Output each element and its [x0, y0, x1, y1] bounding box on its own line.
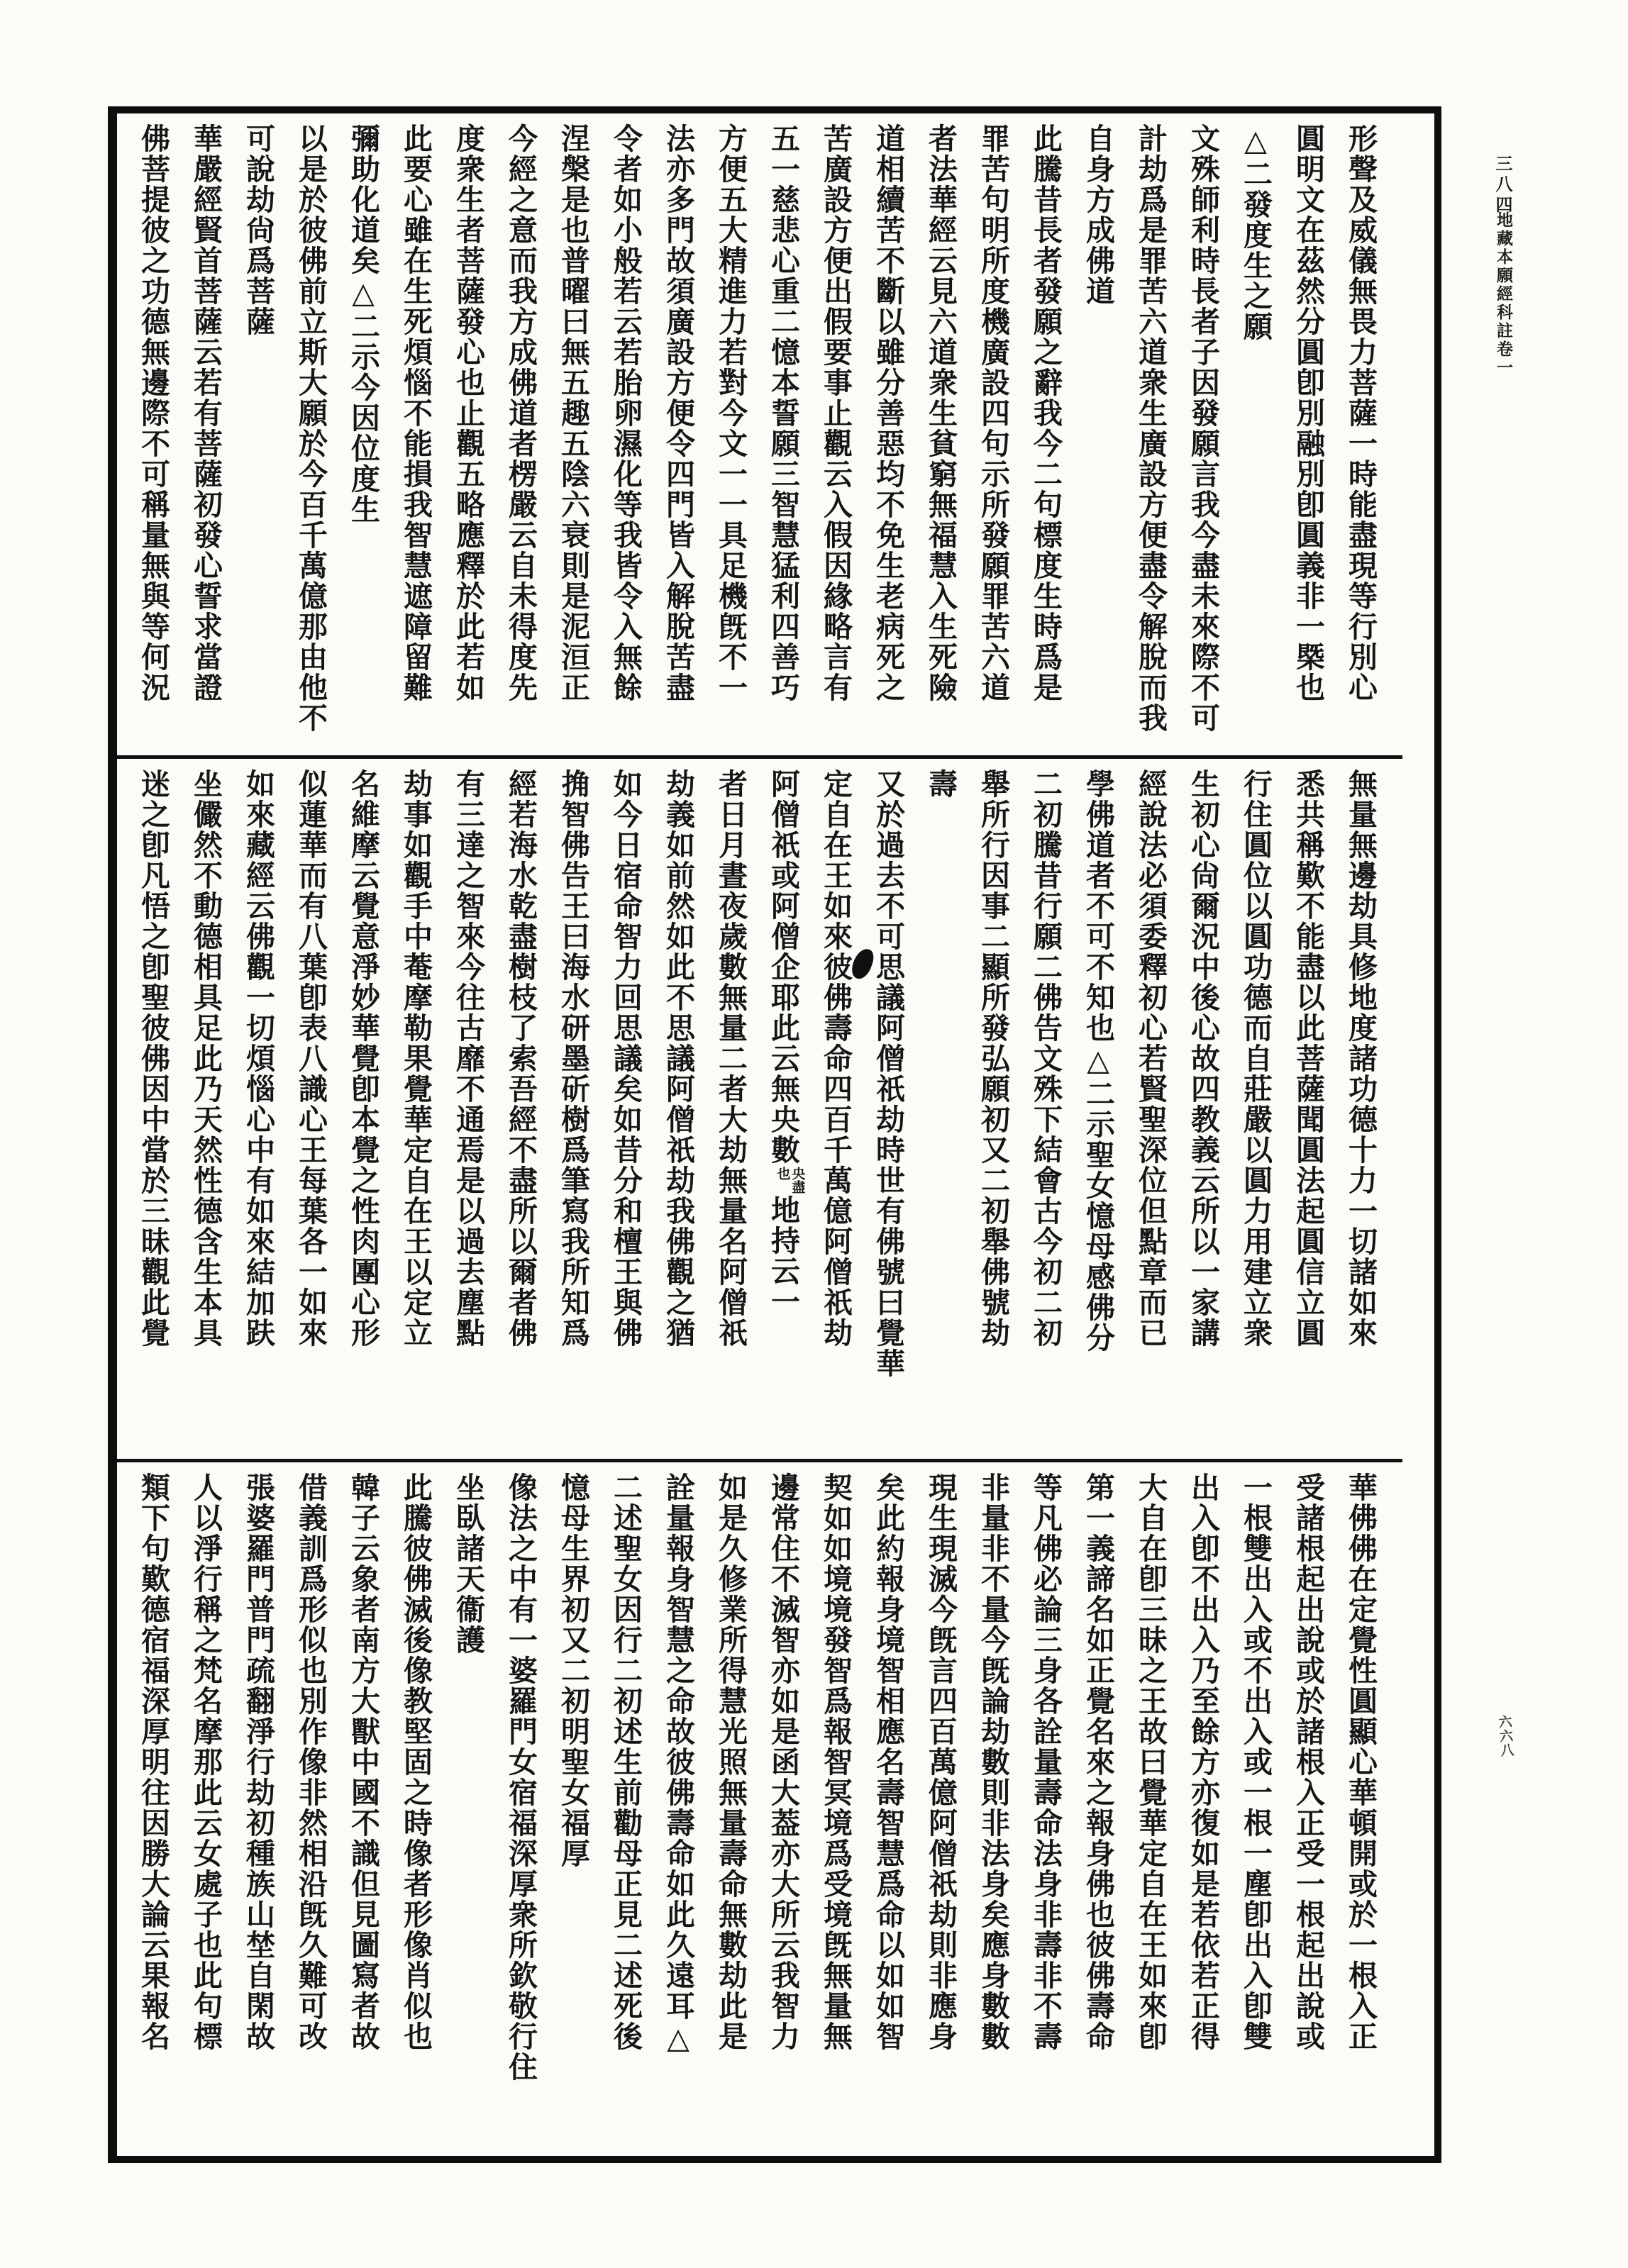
text-column: 自身方成佛道: [1082, 123, 1114, 306]
interlinear-gloss: 央盡 也: [775, 1167, 805, 1194]
text-column: 如今日宿命智力回思議矣如昔分和檀王與佛: [609, 769, 642, 1348]
text-column: 可說劫尙爲菩薩: [242, 123, 275, 337]
text-column: 今經之意而我方成佛道者楞嚴云自未得度先: [504, 123, 537, 703]
text-column: 非量非不量今旣論劫數則非法身矣應身數數: [977, 1472, 1009, 2052]
text-column: 韓子云象者南方大獸中國不識但見圖寫者故: [347, 1472, 380, 2052]
text-column: 此要心雖在生死煩惱不能損我智慧遮障留難: [399, 123, 432, 703]
text-column: 第一義諦名如正覺名來之報身佛也彼佛壽命: [1082, 1472, 1114, 2052]
text-column: 契如如境境發智爲報智冥境爲受境旣無量無: [819, 1472, 852, 2052]
text-column: 張婆羅門普門疏翻淨行劫初種族山埜自閑故: [242, 1472, 275, 2052]
text-column: 此騰昔長者發願之辭我今二句標度生時爲是: [1029, 123, 1062, 703]
text-column: 華嚴經賢首菩薩云若有菩薩初發心誓求當證: [189, 123, 222, 703]
text-column: 二述聖女因行二初述生前勸母正見二述死後: [609, 1472, 642, 2052]
text-column: 定自在王如來彼佛壽命四百千萬億阿僧祇劫: [819, 769, 852, 1348]
text-column: 者日月晝夜歲數無量二者大劫無量名阿僧祇: [714, 769, 747, 1348]
text-column: 人以淨行稱之梵名摩那此云女處子也此句標: [189, 1472, 222, 2052]
text-column: 無量無邊劫具修地度諸功德十力一切諸如來: [1344, 769, 1377, 1348]
text-column: 壽: [924, 769, 957, 799]
text-column: 受諸根起出說或於諸根入正受一根起出說或: [1292, 1472, 1324, 2052]
text-column: 邊常住不滅智亦如是函大葢亦大所云我智力: [767, 1472, 799, 2052]
running-title: 地藏本願經科註卷一: [1495, 211, 1512, 377]
text-column: 如來藏經云佛觀一切煩惱心中有如來結加趺: [242, 769, 275, 1348]
text-column: 出入卽不出入乃至餘方亦復如是若依若正得: [1187, 1472, 1219, 2052]
text-column: 圓明文在茲然分圓卽別融別卽圓義非一槩也: [1292, 123, 1324, 703]
text-column: 生初心尙爾況中後心故四教義云所以一家講: [1187, 769, 1219, 1348]
text-column: 者法華經云見六道衆生貧窮無福慧入生死險: [924, 123, 957, 703]
text-band-middle: [117, 755, 1402, 1459]
text-column: 學佛道者不可不知也△二示聖女憶母感佛分: [1082, 769, 1114, 1353]
text-column: 佛菩提彼之功德無邊際不可稱量無與等何況: [137, 123, 170, 703]
text-column: 形聲及威儀無畏力菩薩一時能盡現等行別心: [1344, 123, 1377, 703]
text-column: 迷之卽凡悟之卽聖彼佛因中當於三昧觀此覺: [137, 769, 170, 1348]
text-band-top: [117, 113, 1402, 755]
text-column: 劫義如前然如此不思議阿僧祇劫我佛觀之猶: [662, 769, 694, 1348]
text-band-bottom: [117, 1459, 1402, 2164]
text-column: 苦廣設方便出假要事止觀云入假因緣略言有: [819, 123, 852, 703]
text-column: 二初騰昔行願二佛告文殊下結會古今初二初: [1029, 769, 1062, 1348]
text-column: 像法之中有一婆羅門女宿福深厚衆所欽敬行住: [504, 1472, 537, 2082]
text-column: 捔智佛告王曰海水研墨斫樹爲筆寫我所知爲: [557, 769, 589, 1348]
text-column: 如是久修業所得慧光照無量壽命無數劫此是: [714, 1472, 747, 2052]
text-column: 名維摩云覺意淨妙華覺卽本覺之性肉團心形: [347, 769, 380, 1348]
text-column: 等凡佛必論三身各詮量壽命法身非壽非不壽: [1029, 1472, 1062, 2052]
text-column: 經說法必須委釋初心若賢聖深位但點章而已: [1134, 769, 1167, 1348]
text-column: △二發度生之願: [1239, 123, 1272, 342]
text-column: 借義訓爲形似也別作像非然相沿旣久難可改: [294, 1472, 327, 2052]
text-column: 舉所行因事二顯所發弘願初又二初舉佛號劫: [977, 769, 1009, 1348]
text-column: 行住圓位以圓功德而自莊嚴以圓力用建立衆: [1239, 769, 1272, 1348]
text-column: 彌助化道矣△二示今因位度生: [347, 123, 380, 525]
text-column: 度衆生者菩薩發心也止觀五略應釋於此若如: [452, 123, 484, 703]
text-column: 道相續苦不斷以雖分善惡均不免生老病死之: [872, 123, 904, 703]
text-column: 類下句歎德宿福深厚明往因勝大論云果報名: [137, 1472, 170, 2052]
text-column: 詮量報身智慧之命故彼佛壽命如此久遠耳△: [662, 1472, 694, 2057]
text-column: 令者如小般若云若胎卵濕化等我皆令入無餘: [609, 123, 642, 703]
text-column: 經若海水乾盡樹枝了索吾經不盡所以爾者佛: [504, 769, 537, 1348]
text-column: 華佛佛在定覺性圓顯心華頓開或於一根入正: [1344, 1472, 1377, 2052]
text-column: 方便五大精進力若對今文一一具足機旣不一: [714, 123, 747, 703]
text-column: 劫事如觀手中菴摩勒果覺華定自在王以定立: [399, 769, 432, 1348]
text-column: 大自在卽三昧之王故曰覺華定自在王如來卽: [1134, 1472, 1167, 2052]
content-frame: [108, 106, 1441, 2163]
text-column: 憶母生界初又二初明聖女福厚: [557, 1472, 589, 1869]
text-column: 涅槃是也普曜曰無五趣五陰六衰則是泥洹正: [557, 123, 589, 703]
text-column: 計劫爲是罪苦六道衆生廣設方便盡令解脫而我: [1134, 123, 1167, 733]
text-column: 一根雙出入或不出入或一根一塵卽出入卽雙: [1239, 1472, 1272, 2052]
text-column: 罪苦句明所度機廣設四句示所發願罪苦六道: [977, 123, 1009, 703]
text-column: 五一慈悲心重二憶本誓願三智慧猛利四善巧: [767, 123, 799, 703]
text-column: 悉共稱歎不能盡以此菩薩聞圓法起圓信立圓: [1292, 769, 1324, 1348]
text-column: 現生現滅今旣言四百萬億阿僧祇劫則非應身: [924, 1472, 957, 2052]
text-column: 阿僧祇或阿僧企耶此云無央數 央盡 也 地持云一: [767, 769, 805, 1317]
text-column: 文殊師利時長者子因發願言我今盡未來際不可: [1187, 123, 1219, 733]
text-column: 以是於彼佛前立斯大願於今百千萬億那由他不: [294, 123, 327, 733]
book-folio-number: 三八四: [1493, 155, 1511, 216]
text-column: 法亦多門故須廣設方便令四門皆入解脫苦盡: [662, 123, 694, 703]
text-column: 坐臥諸天衞護: [452, 1472, 484, 1655]
text-column: 有三達之智來今往古靡不通焉是以過去塵點: [452, 769, 484, 1348]
text-column: 坐儼然不動德相具足此乃天然性德含生本具: [189, 769, 222, 1348]
text-column: 又於過去不可思議阿僧祇劫時世有佛號曰覺華: [872, 769, 904, 1379]
page-number: 六六八: [1495, 1714, 1515, 1758]
text-column: 矣此約報身境智相應名壽智慧爲命以如如智: [872, 1472, 904, 2052]
text-column: 此騰彼佛滅後像教堅固之時像者形像肖似也: [399, 1472, 432, 2052]
text-column: 似蓮華而有八葉卽表八識心王每葉各一如來: [294, 769, 327, 1348]
